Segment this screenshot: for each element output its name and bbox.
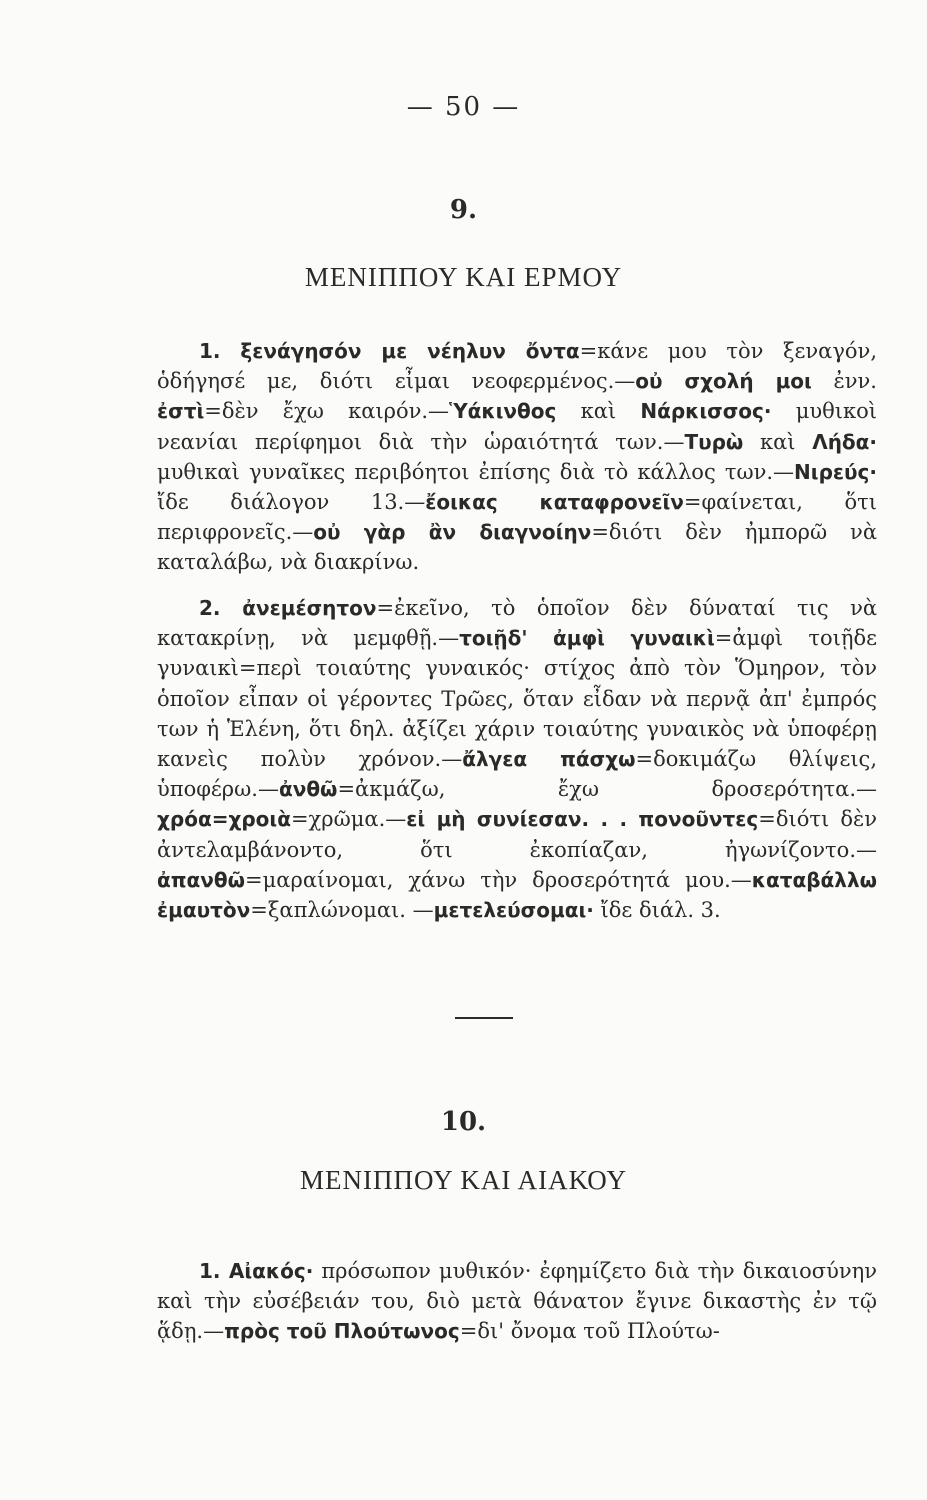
headword: ἔοικας καταφρονεῖν xyxy=(425,490,684,515)
gloss-text: =μαραίνομαι, χάνω τὴν δροσερότητά μου.— xyxy=(245,867,752,892)
gloss-text: =χρῶμα.— xyxy=(290,807,407,832)
gloss-text: =ἀκμάζω, ἔχω δροσερότητα.— xyxy=(337,777,877,802)
gloss-text: πρόσωπον μυθικόν· ἐφημίζετο διὰ τὴν δικαιοσύνην καὶ τὴν εὐσέβειάν του, διὸ μετὰ θάνατον ἔγινε δικαστὴς ἐν τῷ ᾅδῃ.— xyxy=(157,1259,877,1344)
gloss-text: =κάνε μου τὸν ξεναγόν, ὁδήγησέ με, διότι εἶμαι νεοφερμένος.— xyxy=(157,339,877,394)
headword: μετελεύσομαι· xyxy=(433,898,594,923)
headword: Νάρκισσος· xyxy=(640,399,772,424)
section-9-number: 9. xyxy=(449,195,478,225)
headword: Νιρεύς· xyxy=(794,459,877,484)
gloss-text: μυθικοὶ νεανίαι περίφημοι διὰ τὴν ὡραιότητά των.— xyxy=(157,399,878,454)
gloss-text: =ξαπλώνομαι. — xyxy=(250,898,434,923)
section-10-number: 10. xyxy=(440,1107,487,1137)
headword: οὐ γὰρ ἂν διαγνοίην xyxy=(313,520,592,545)
headword: οὐ σχολή μοι xyxy=(635,369,812,394)
gloss-text: =φαίνεται, ὅτι περιφρονεῖς.— xyxy=(157,490,877,545)
section-9-title: ΜΕΝΙΠΠΟΥ ΚΑΙ ΕΡΜΟΥ xyxy=(304,262,623,292)
page-number: — 50 — xyxy=(406,92,521,122)
headword: ἀπανθῶ xyxy=(157,867,246,892)
headword: ἀνθῶ xyxy=(278,777,338,802)
gloss-text: =διότι δὲν ἠμπορῶ νὰ καταλάβω, νὰ διακρίνω. xyxy=(157,520,878,575)
section-divider xyxy=(455,1017,513,1019)
headword: Λήδα· xyxy=(812,429,878,454)
headword: εἰ μὴ συνίεσαν. . . πονοῦντες xyxy=(406,807,759,832)
gloss-text: =δι' ὄνομα τοῦ Πλούτω- xyxy=(459,1319,720,1344)
gloss-text: μυθικαὶ γυναῖκες περιβόητοι ἐπίσης διὰ τὸ κάλλος των.— xyxy=(157,459,795,484)
headword: Ὑάκινθος xyxy=(449,399,557,424)
gloss-text: καὶ xyxy=(743,429,813,454)
gloss-text: =ἐκεῖνο, τὸ ὁποῖον δὲν δύναταί τις νὰ κατακρίνῃ, νὰ μεμφθῇ.— xyxy=(157,596,878,651)
headword: πρὸς τοῦ Πλούτωνος xyxy=(224,1319,460,1344)
section-9-paragraph-1 xyxy=(157,336,877,578)
gloss-text: =ἀμφὶ τοιῇδε γυναικὶ=περὶ τοιαύτης γυναικός· στίχος ἀπὸ τὸν Ὅμηρον, τὸν ὁποῖον εἶπαν οἱ γέροντες Τρῶες, ὅταν εἶδαν νὰ περνᾷ ἀπ' ἐμπρός των ἡ Ἑλένη, ὅτι δηλ. ἀξίζει χάριν τοιαύτης γυναικὸς νὰ ὑποφέρῃ κανεὶς πολὺν χρόνον.— xyxy=(157,626,878,772)
headword: τοιῇδ' ἀμφὶ γυναικὶ xyxy=(459,626,715,651)
headword: 1. Αἰακός· xyxy=(199,1259,314,1283)
gloss-text: ἐνν. xyxy=(811,369,877,394)
headword: ἐστὶ xyxy=(157,399,205,424)
gloss-text: ἴδε διάλογον 13.— xyxy=(157,490,426,515)
gloss-text: =διότι δὲν ἀντελαμβάνοντο, ὅτι ἐκοπίαζαν, ἠγωνίζοντο.— xyxy=(157,807,877,862)
section-10-title: ΜΕΝΙΠΠΟΥ ΚΑΙ ΑΙΑΚΟΥ xyxy=(300,1165,627,1195)
headword: 1. ξενάγησόν με νέηλυν ὄντα xyxy=(199,339,580,363)
headword: χρόα=χροιὰ xyxy=(157,807,291,832)
headword: καταβάλλω ἐμαυτὸν xyxy=(157,867,877,923)
headword: ἄλγεα πάσχω xyxy=(462,747,636,772)
section-10-paragraph-1 xyxy=(157,1256,877,1347)
gloss-text: =δὲν ἔχω καιρόν.— xyxy=(204,399,450,424)
headword: Τυρὼ xyxy=(684,429,744,454)
gloss-text: ἴδε διάλ. 3. xyxy=(593,898,721,923)
gloss-text: =δοκιμάζω θλίψεις, ὑποφέρω.— xyxy=(157,747,877,802)
section-9-paragraph-2 xyxy=(157,593,877,925)
gloss-text: καὶ xyxy=(556,399,641,424)
headword: 2. ἀνεμέσητον xyxy=(199,596,377,620)
